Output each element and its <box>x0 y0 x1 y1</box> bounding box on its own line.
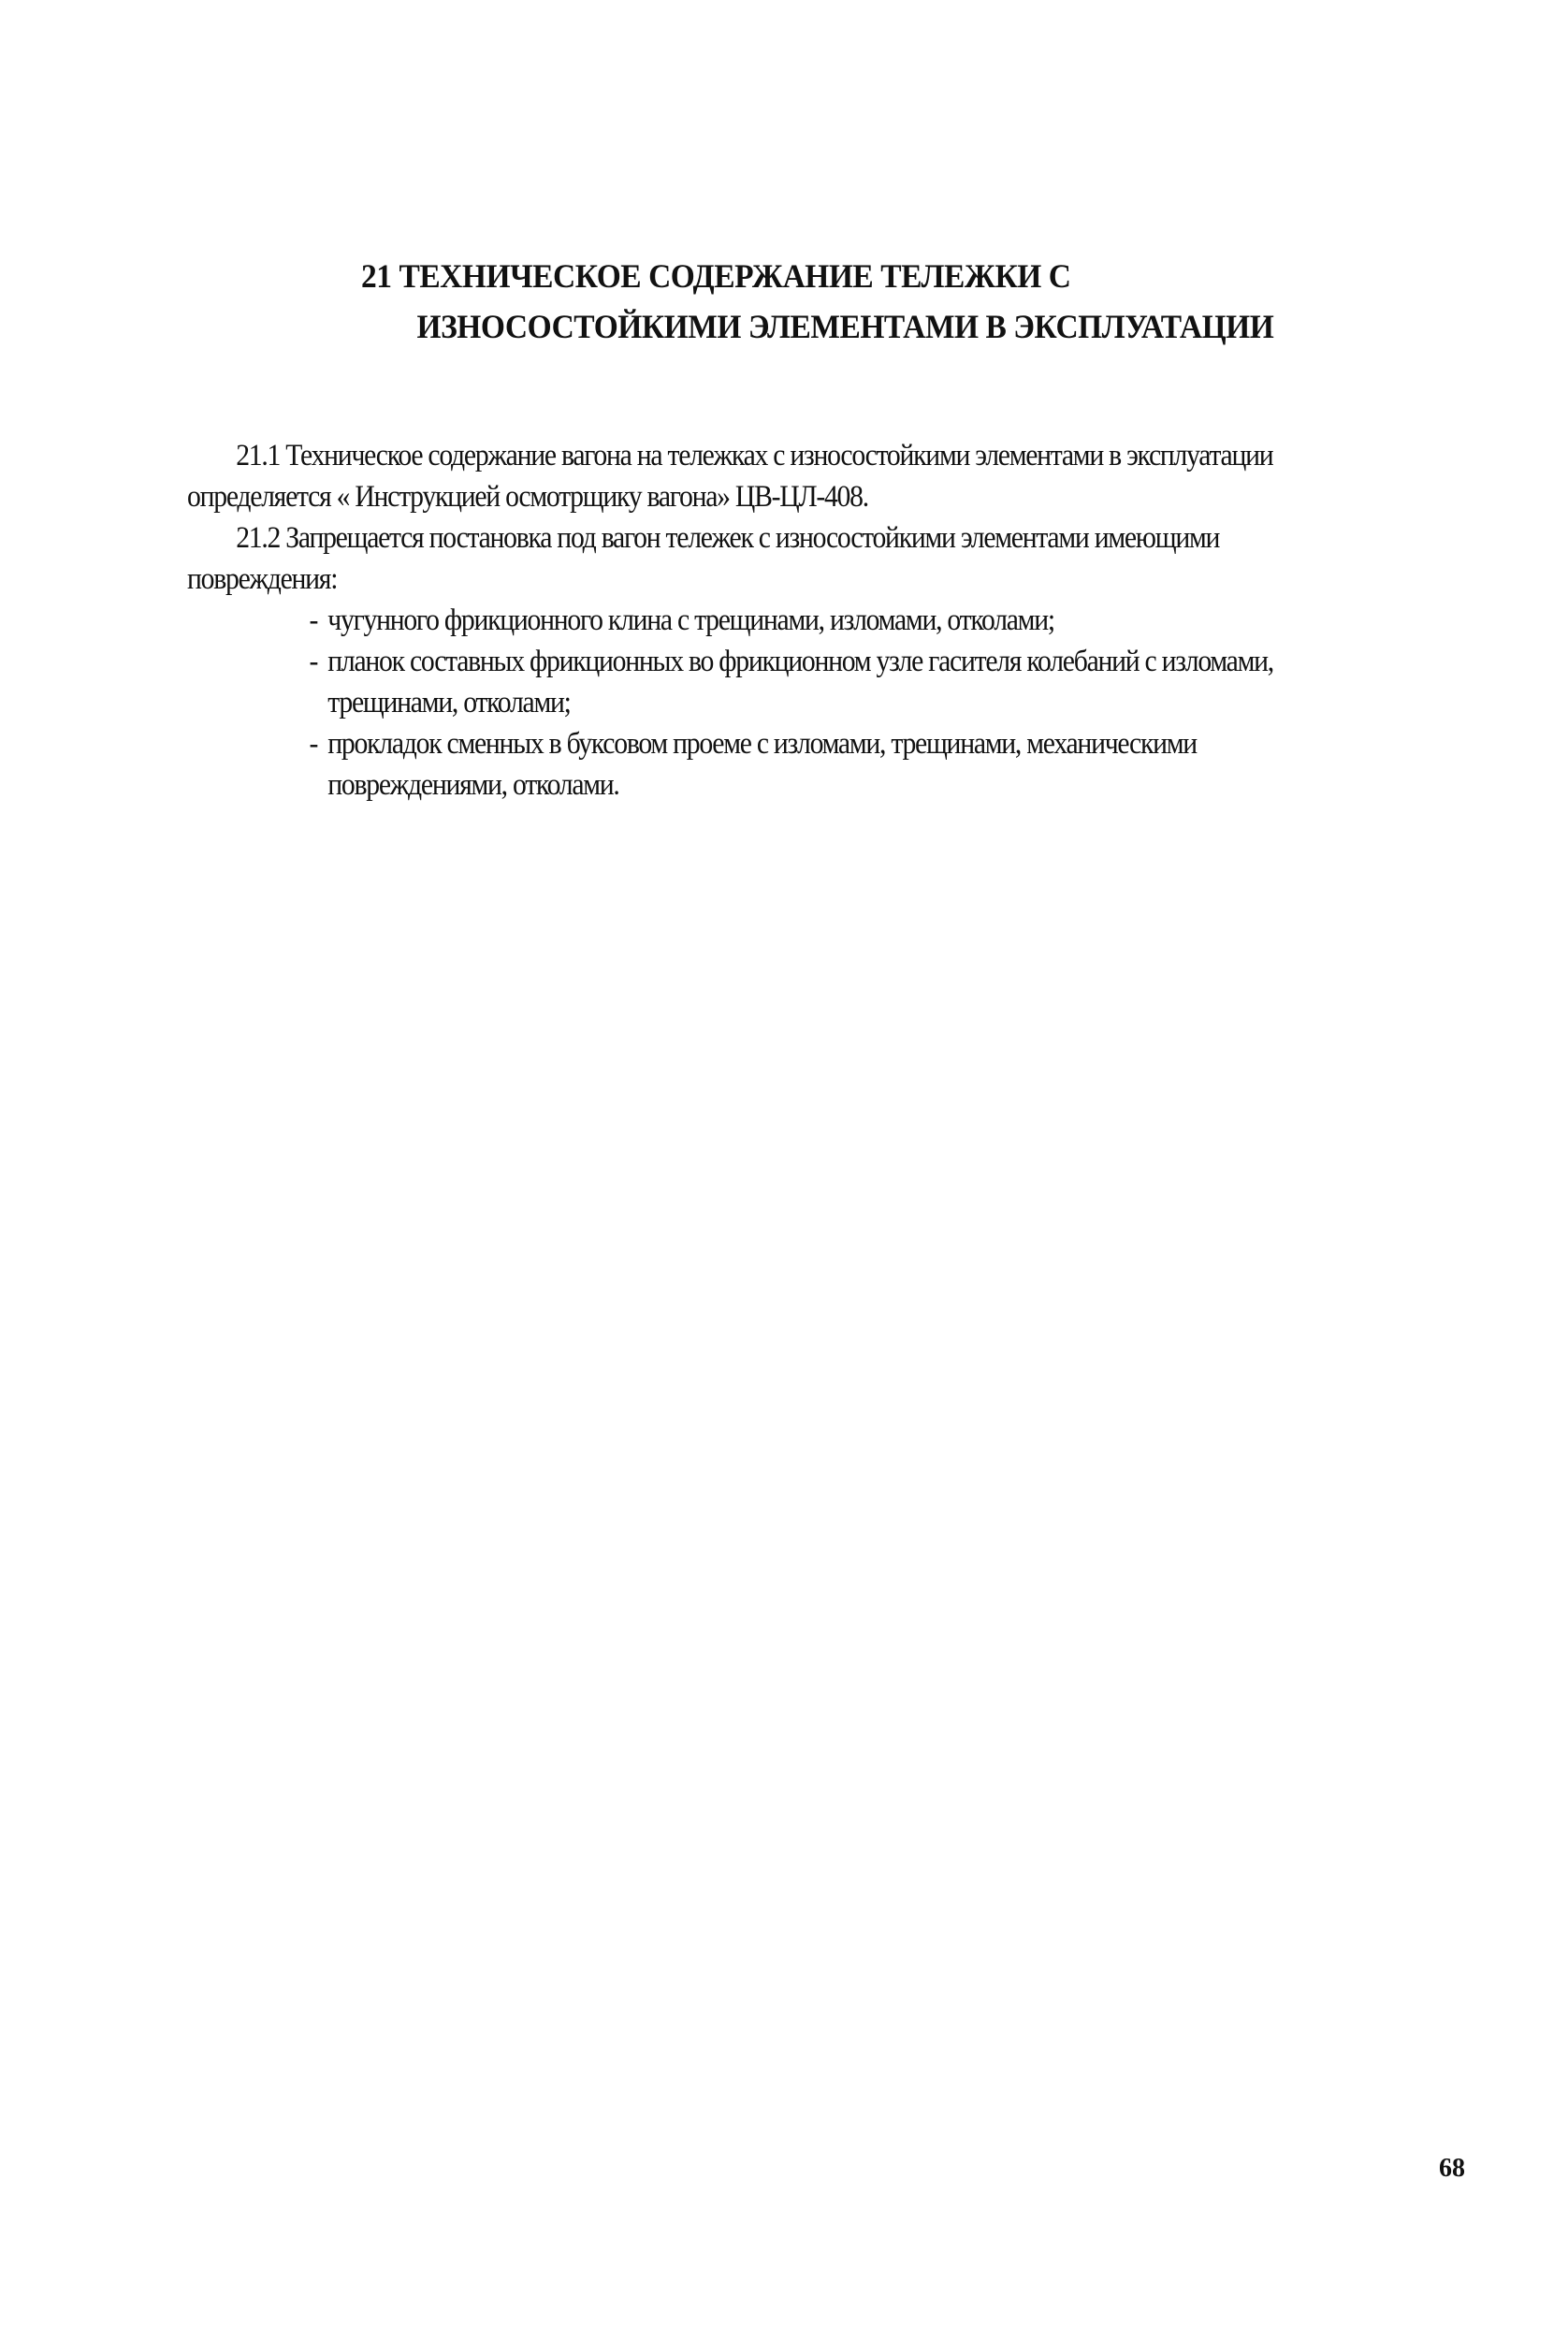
paragraph-21-1-text: 21.1 Техническое содержание вагона на тележках с износостойкими элементами в эксплуатации определяется « Инструкцией осмотрщику вагона» ЦВ-ЦЛ-408. <box>187 439 1273 514</box>
paragraph-21-1 <box>187 435 1357 517</box>
section-heading <box>361 251 1362 352</box>
list-item <box>310 723 1358 806</box>
list-item <box>310 641 1358 723</box>
list-dash: - <box>309 727 318 761</box>
section-body <box>187 435 1357 806</box>
list-item-text: чугунного фрикционного клина с трещинами, изломами, отколами; <box>327 603 1054 637</box>
damage-list <box>187 600 1357 806</box>
section-heading-line-1: 21 ТЕХНИЧЕСКОЕ СОДЕРЖАНИЕ ТЕЛЕЖКИ С <box>361 257 1071 295</box>
list-item-text: планок составных фрикционных во фрикционном узле гасителя колебаний с изломами, трещинами, отколами; <box>327 645 1273 719</box>
list-item <box>310 600 1358 641</box>
paragraph-21-2 <box>187 517 1357 600</box>
paragraph-21-2-text: 21.2 Запрещается постановка под вагон тележек с износостойкими элементами имеющими повреждения: <box>187 521 1220 596</box>
section-heading-line-2: ИЗНОСОСТОЙКИМИ ЭЛЕМЕНТАМИ В ЭКСПЛУАТАЦИИ <box>416 308 1274 345</box>
page-number: 68 <box>1439 2154 1465 2183</box>
list-item-text: прокладок сменных в буксовом проеме с изломами, трещинами, механическими повреждениями, отколами. <box>327 727 1197 802</box>
list-dash: - <box>309 645 318 678</box>
list-dash: - <box>309 603 318 637</box>
